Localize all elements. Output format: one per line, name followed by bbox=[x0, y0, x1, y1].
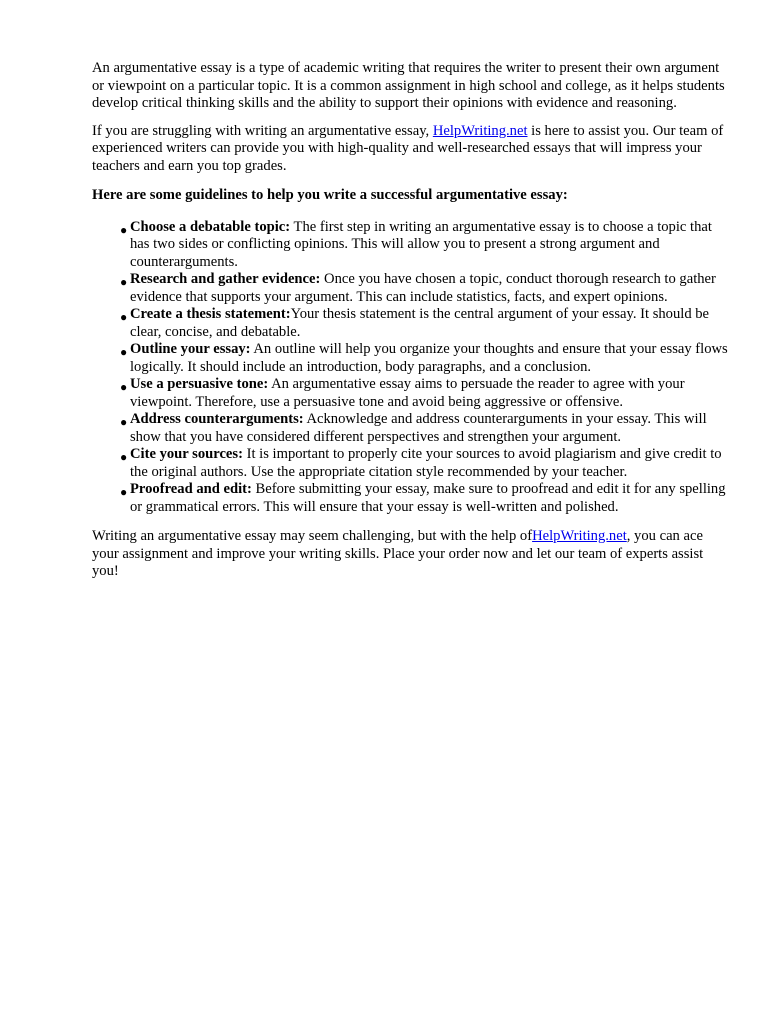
list-item-term: Use a persuasive tone: bbox=[130, 376, 269, 392]
list-item bbox=[120, 271, 732, 306]
intro-text: An argumentative essay is a type of academic writing that requires the writer to present their own argument or viewpoint on a particular topic. It is a common assignment in high school and college, as it helps students develop critical thinking skills and the ability to support their opinions with evidence and reasoning. bbox=[92, 60, 725, 111]
list-item-term: Outline your essay: bbox=[130, 341, 251, 357]
bullet-icon: ● bbox=[120, 415, 128, 429]
bullet-icon: ● bbox=[120, 222, 128, 237]
list-item-term: Create a thesis statement: bbox=[130, 306, 291, 322]
bullet-icon: ● bbox=[120, 275, 128, 289]
bullet-icon: ● bbox=[120, 450, 128, 464]
helpwriting-link[interactable]: HelpWriting.net bbox=[432, 122, 528, 139]
bullet-icon: ● bbox=[120, 380, 128, 394]
list-item-term: Address counterarguments: bbox=[130, 411, 304, 427]
conclusion-paragraph bbox=[92, 528, 732, 581]
list-item bbox=[120, 218, 732, 272]
list-item-term: Cite your sources: bbox=[130, 446, 243, 462]
list-item-text: Acknowledge and address counterarguments in your essay. This will show that you have considered different perspectives and strengthen your argument. bbox=[130, 411, 707, 445]
list-item-text: The first step in writing an argumentative essay is to choose a topic that has two sides or conflicting opinions. This will allow you to present a strong argument and counterarguments. bbox=[130, 218, 712, 270]
intro-2-text-after: is here to assist you. Our team of experienced writers can provide you with high-quality and well-researched essays that will impress your teachers and earn you top grades. bbox=[92, 122, 724, 174]
guidelines-list bbox=[92, 219, 732, 517]
list-item-term: Research and gather evidence: bbox=[130, 271, 321, 287]
list-item-text: Before submitting your essay, make sure to proofread and edit it for any spelling or grammatical errors. This will ensure that your essay is well-written and polished. bbox=[130, 481, 726, 515]
list-item-text: Once you have chosen a topic, conduct thorough research to gather evidence that supports your argument. This can include statistics, facts, and expert opinions. bbox=[130, 271, 716, 305]
list-item-text: It is important to properly cite your sources to avoid plagiarism and give credit to the original authors. Use the appropriate citation style recommended by your teacher. bbox=[130, 446, 722, 480]
list-item-term: Proofread and edit: bbox=[130, 481, 252, 497]
document-page bbox=[92, 60, 732, 591]
bullet-icon: ● bbox=[120, 310, 128, 324]
list-item-text: An argumentative essay aims to persuade the reader to agree with your viewpoint. Therefore, use a persuasive tone and avoid being aggressive or offensive. bbox=[130, 376, 685, 410]
helpwriting-paragraph bbox=[92, 123, 732, 176]
list-item bbox=[120, 376, 732, 411]
list-item bbox=[120, 306, 732, 341]
conclusion-text-after: , you can ace your assignment and improve your writing skills. Place your order now and let our team of experts assist you! bbox=[92, 528, 704, 579]
bullet-icon: ● bbox=[120, 345, 128, 359]
list-item-text: Your thesis statement is the central argument of your essay. It should be clear, concise, and debatable. bbox=[130, 306, 710, 340]
guidelines-heading: Here are some guidelines to help you write a successful argumentative essay: bbox=[92, 187, 568, 203]
intro-paragraph bbox=[92, 60, 732, 113]
conclusion-text-before: Writing an argumentative essay may seem challenging, but with the help of bbox=[92, 528, 533, 544]
list-item bbox=[120, 481, 732, 516]
list-item bbox=[120, 446, 732, 481]
list-item-text: An outline will help you organize your thoughts and ensure that your essay flows logically. It should include an introduction, body paragraphs, and a conclusion. bbox=[130, 341, 728, 375]
list-item bbox=[120, 341, 732, 376]
intro-2-text-before: If you are struggling with writing an argumentative essay, bbox=[92, 122, 433, 139]
bullet-icon: ● bbox=[120, 485, 128, 499]
list-item-term: Choose a debatable topic: bbox=[130, 218, 291, 235]
helpwriting-link[interactable]: HelpWriting.net bbox=[532, 528, 627, 544]
list-item bbox=[120, 411, 732, 446]
